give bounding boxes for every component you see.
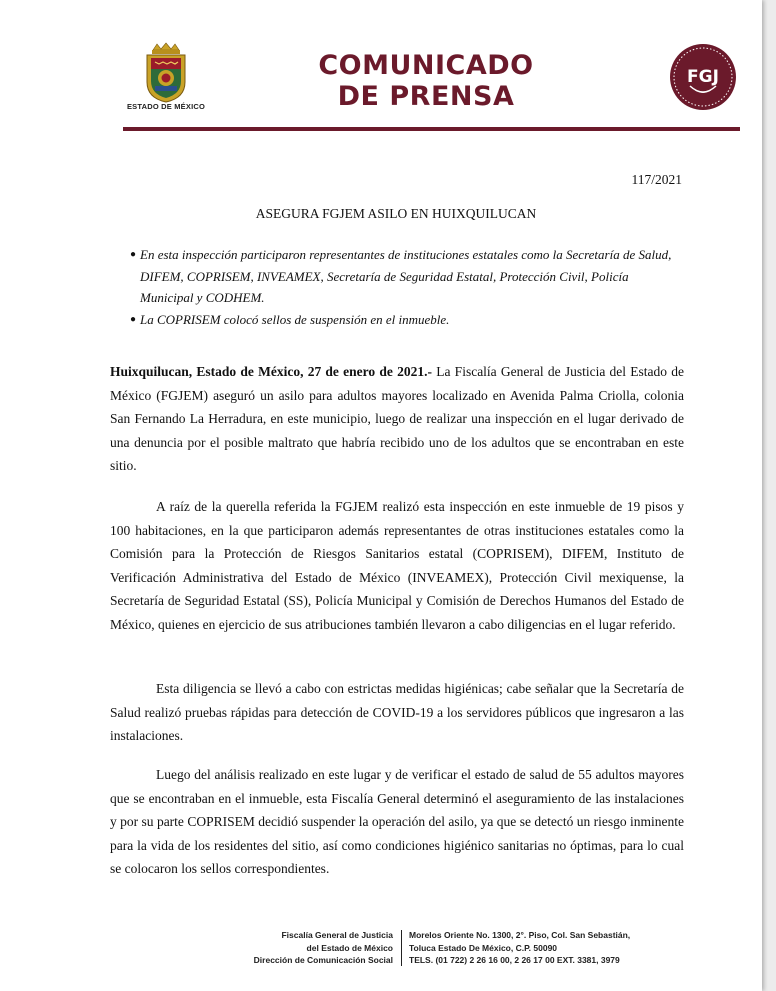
footer-line: Morelos Oriente No. 1300, 2°. Piso, Col. San Sebastián, [409, 930, 631, 940]
paragraph-2: A raíz de la querella referida la FGJEM realizó esta inspección en este inmueble de 19 pisos y 100 habitaciones, en la que participaron además representantes de otras instituciones estatales como la Comisión para la Protección de Riesgos Sanitarios estatal (COPRISEM), DIFEM, Instituto de Verificación Administrativa del Estado de México (INVEAMEX), Protección Civil mexiquense, la Secretaría de Seguridad Estatal (SS), Policía Municipal y Comisión de Derechos Humanos del Estado de México, quienes en ejercicio de sus atribuciones también llevaron a cabo diligencias en el lugar referido. [110, 499, 684, 632]
fgj-logo-text: FGJ [687, 67, 719, 87]
list-item [110, 309, 684, 331]
title-line-1: COMUNICADO [318, 50, 534, 81]
bullet-text: La COPRISEM colocó sellos de suspensión en el inmueble. [140, 311, 450, 327]
header-divider [123, 127, 740, 131]
fgj-logo [668, 42, 738, 112]
footer-address [409, 929, 630, 967]
footer-organization [254, 929, 393, 967]
footer-line: del Estado de México [306, 942, 393, 953]
summary-bullets [110, 244, 684, 330]
footer-line: Dirección de Comunicación Social [253, 955, 393, 965]
paragraph-4: Luego del análisis realizado en este lugar y de verificar el estado de salud de 55 adultos mayores que se encontraban en el inmueble, esta Fiscalía General determinó el aseguramiento de las instalaciones y por su parte COPRISEM decidió suspender la operación del asilo, ya que se detectó un riesgo inminente para la vida de los residentes del sitio, así como condiciones higiénico sanitarias no óptimas, para lo cual se colocaron los sellos correspondientes. [110, 767, 684, 877]
bullet-text: En esta inspección participaron representantes de instituciones estatales como la Secretaría de Salud, DIFEM, COPRISEM, INVEAMEX, Secretaría de Seguridad Estatal, Protección Civil, Policía Municipal y CODHEM. [140, 247, 672, 305]
bullet-icon: ● [130, 313, 137, 325]
title-line-2: DE PRENSA [337, 81, 515, 112]
footer-divider [401, 930, 402, 966]
document-number: 117/2021 [631, 172, 682, 187]
seal-caption: ESTADO DE MÉXICO [126, 102, 206, 111]
document-heading: ASEGURA FGJEM ASILO EN HUIXQUILUCAN [255, 206, 537, 221]
bullet-icon: ● [130, 249, 137, 260]
paragraph-3: Esta diligencia se llevó a cabo con estrictas medidas higiénicas; cabe señalar que la Secretaría de Salud realizó pruebas rápidas para detección de COVID-19 a los servidores públicos que ingresaron a las instalaciones. [110, 681, 684, 744]
paragraph-text: La Fiscalía General de Justicia del Estado de México (FGJEM) aseguró un asilo para adultos mayores localizado en Avenida Palma Criolla, colonia San Fernando La Herradura, en este municipio, luego de realizar una inspección en el lugar derivado de una denuncia por el posible maltrato que habría recibido uno de los adultos que se encontraban en este sitio. [110, 364, 684, 474]
list-item [110, 244, 684, 309]
page-title [296, 50, 556, 112]
paragraph-1 [110, 360, 684, 478]
footer-line: Toluca Estado De México, C.P. 50090 [409, 942, 558, 953]
paragraph-lead: Huixquilucan, Estado de México, 27 de enero de 2021.- [110, 364, 432, 379]
footer-line: Fiscalía General de Justicia [281, 930, 393, 940]
footer-line: TELS. (01 722) 2 26 16 00, 2 26 17 00 EXT. 3381, 3979 [409, 955, 620, 965]
